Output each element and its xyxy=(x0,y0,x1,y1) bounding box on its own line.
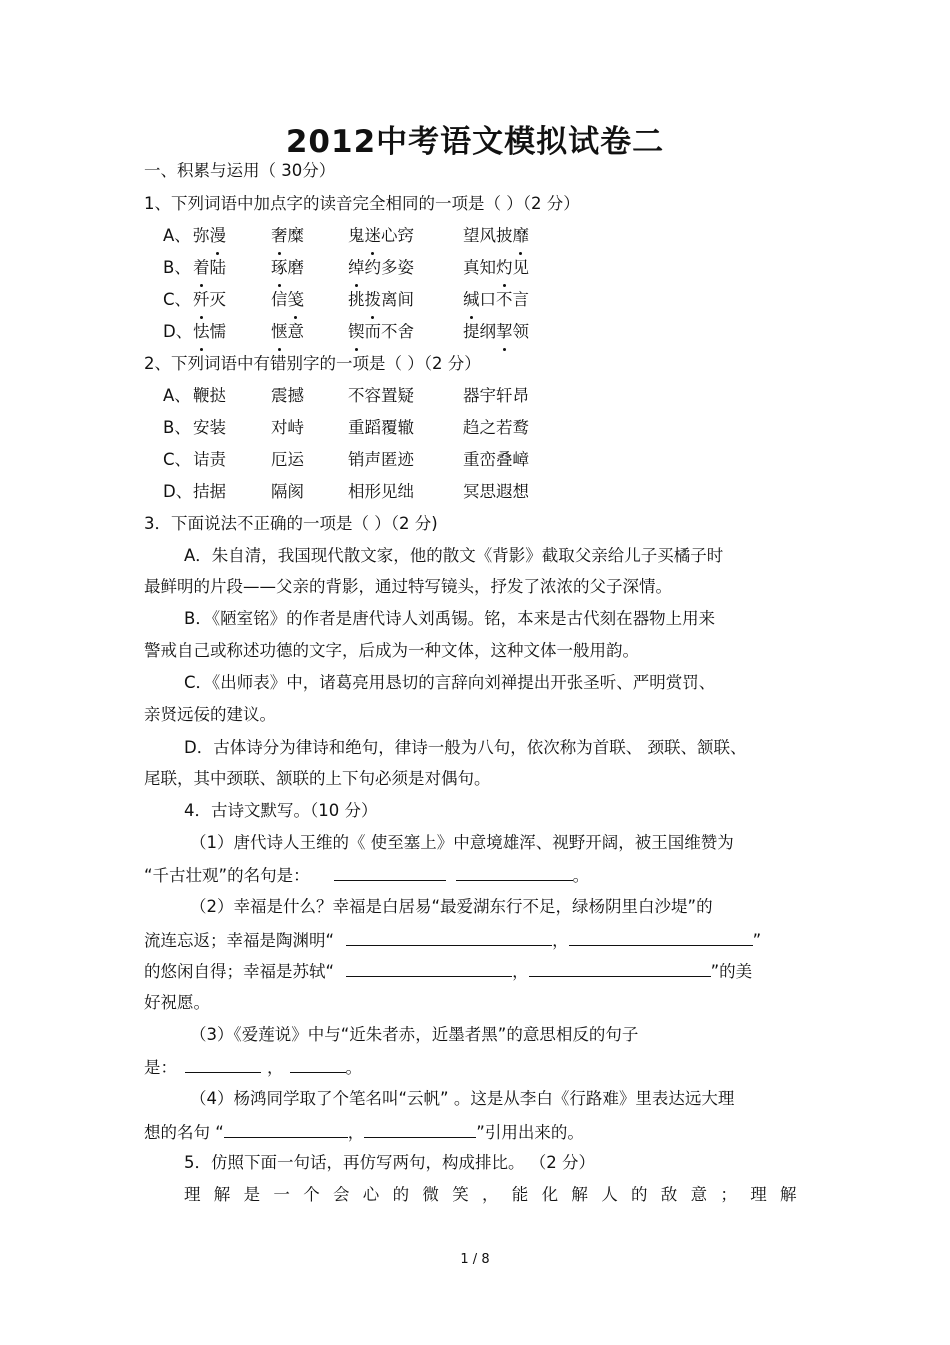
q1-word xyxy=(271,322,304,342)
q3-option-d-line1: D．古体诗分为律诗和绝句，律诗一般为八句，依次称为首联、 颈联、颔联、 xyxy=(184,738,747,757)
q2-word: 拮据 xyxy=(193,482,226,501)
q1-option-label: B、 xyxy=(163,258,191,277)
word-part: 意 xyxy=(287,322,304,341)
word-part: 懦 xyxy=(209,322,226,341)
dotted-character: 灼 xyxy=(496,258,513,277)
dotted-character: 锲 xyxy=(348,322,365,341)
q2-word: 厄运 xyxy=(271,450,304,469)
section-heading: 一、积累与运用（ 30分） xyxy=(144,161,336,180)
q4-part4-line1: （4）杨鸿同学取了个笔名叫“云帆” 。这是从李白《行路难》里表达远大理 xyxy=(190,1089,735,1108)
q1-word xyxy=(348,226,414,246)
comma: ， xyxy=(552,931,569,950)
word-part: 心窍 xyxy=(381,226,414,245)
word-part: 口不言 xyxy=(479,290,529,309)
q4-part2-prompt2: 的悠闲自得；幸福是苏轼“ xyxy=(144,962,335,981)
answer-blank[interactable] xyxy=(346,960,512,977)
period: 。 xyxy=(572,866,590,885)
q3-option-a-line1: A．朱自清，我国现代散文家，他的散文《背影》截取父亲给儿子买橘子时 xyxy=(184,546,724,565)
word-part: 糜 xyxy=(287,226,304,245)
q4-part2-line3 xyxy=(144,960,752,982)
q1-word xyxy=(463,226,529,246)
q4-part3-line2 xyxy=(144,1056,362,1078)
word-part: 见 xyxy=(512,258,529,277)
q1-word xyxy=(348,322,414,342)
q1-word xyxy=(271,226,304,246)
dotted-character: 琢 xyxy=(271,258,288,277)
q4-part1-line1: （1）唐代诗人王维的《 使至塞上》中意境雄浑、视野开阔，被王国维赞为 xyxy=(190,833,734,852)
q4-part3-prompt: 是： xyxy=(144,1058,177,1077)
dotted-character: 歼 xyxy=(193,290,210,309)
q4-part3-line1: （3）《爱莲说》中与“近朱者赤，近墨者黑”的意思相反的句子 xyxy=(190,1025,639,1044)
q2-word: 销声匿迹 xyxy=(348,450,414,469)
word-part: 而不舍 xyxy=(364,322,414,341)
page-number: 1 / 8 xyxy=(460,1252,490,1267)
q1-word xyxy=(348,290,414,310)
dotted-character: 靡 xyxy=(512,226,529,245)
dotted-character: 挈 xyxy=(496,322,513,341)
dotted-character: 笺 xyxy=(287,290,304,309)
quote-close: ” xyxy=(752,931,762,950)
q3-option-d-line2: 尾联，其中颈联、颔联的上下句必须是对偶句。 xyxy=(144,769,491,788)
q3-stem: 3．下面说法不正确的一项是（ ）（2 分) xyxy=(144,514,438,533)
q4-part2-line2 xyxy=(144,929,761,951)
q2-word: 重峦叠嶂 xyxy=(463,450,529,469)
word-part: 磨 xyxy=(287,258,304,277)
q1-word xyxy=(193,290,226,310)
q4-part4-line2 xyxy=(144,1121,584,1143)
q2-option-label: A、 xyxy=(163,386,191,405)
answer-blank[interactable] xyxy=(224,1121,348,1138)
answer-blank[interactable] xyxy=(334,864,390,881)
q4-part4-prompt: 想的名句 “ xyxy=(144,1123,224,1142)
comma: ， xyxy=(267,1058,284,1077)
quote-end: ”的美 xyxy=(710,962,753,981)
q3-option-b-line1: B．《陋室铭》的作者是唐代诗人刘禹锡。铭，本来是古代刻在器物上用来 xyxy=(184,609,716,628)
word-part: 鬼 xyxy=(348,226,365,245)
comma: ， xyxy=(512,962,529,981)
q4-part2-line4: 好祝愿。 xyxy=(144,993,210,1012)
word-part: 望风披 xyxy=(463,226,513,245)
q4-part1-prompt: “千古壮观”的名句是： xyxy=(144,866,310,885)
answer-blank[interactable] xyxy=(456,864,573,881)
q2-option-label: D、 xyxy=(163,482,193,501)
word-part: 挑 xyxy=(348,290,365,309)
q4-stem: 4．古诗文默写。（10 分） xyxy=(184,801,378,820)
q1-word xyxy=(348,258,414,278)
q2-word: 不容置疑 xyxy=(348,386,414,405)
q1-word xyxy=(193,258,226,278)
dotted-character: 缄 xyxy=(463,290,480,309)
q4-part1-line2 xyxy=(144,864,589,886)
dotted-character: 怯 xyxy=(193,322,210,341)
word-part: 离间 xyxy=(381,290,414,309)
q2-word: 相形见绌 xyxy=(348,482,414,501)
q2-word: 对峙 xyxy=(271,418,304,437)
dotted-character: 漫 xyxy=(209,226,226,245)
blank-comma-holder xyxy=(390,864,446,881)
q3-option-b-line2: 警戒自己或称述功德的文字，后成为一种文体，这种文体一般用韵。 xyxy=(144,641,639,660)
q5-stem: 5．仿照下面一句话，再仿写两句，构成排比。 （2 分） xyxy=(184,1153,595,1172)
q4-part2-line1: （2）幸福是什么？幸福是白居易“最爱湖东行不足，绿杨阴里白沙堤”的 xyxy=(190,897,713,916)
answer-blank[interactable] xyxy=(346,929,552,946)
q1-option-label: D、 xyxy=(163,322,193,341)
q4-part2-prompt: 流连忘返；幸福是陶渊明“ xyxy=(144,931,335,950)
q2-word: 冥思遐想 xyxy=(463,482,529,501)
word-part: 弥 xyxy=(193,226,210,245)
q1-word xyxy=(193,322,226,342)
answer-blank[interactable] xyxy=(185,1056,261,1073)
q1-word xyxy=(271,290,304,310)
q1-word xyxy=(463,322,529,342)
q2-word: 震撼 xyxy=(271,386,304,405)
word-part: 真知 xyxy=(463,258,496,277)
word-part: 信 xyxy=(271,290,288,309)
q2-option-label: C、 xyxy=(163,450,192,469)
dotted-character: 拨 xyxy=(364,290,381,309)
q2-word: 安装 xyxy=(193,418,226,437)
answer-blank[interactable] xyxy=(290,1056,346,1073)
word-part: 提纲 xyxy=(463,322,496,341)
q3-option-c-line2: 亲贤远佞的建议。 xyxy=(144,705,276,724)
q3-option-a-line2: 最鲜明的片段——父亲的背影，通过特写镜头，抒发了浓浓的父子深情。 xyxy=(144,577,672,596)
dotted-character: 迷 xyxy=(364,226,381,245)
q1-word xyxy=(463,290,529,310)
quote-end: ”引用出来的。 xyxy=(476,1123,584,1142)
q2-word: 器宇轩昂 xyxy=(463,386,529,405)
dotted-character: 奢 xyxy=(271,226,288,245)
q2-word: 鞭挞 xyxy=(193,386,226,405)
dotted-character: 惬 xyxy=(271,322,288,341)
q1-word xyxy=(463,258,529,278)
word-part: 领 xyxy=(512,322,529,341)
q2-word: 重蹈覆辙 xyxy=(348,418,414,437)
q1-option-label: C、 xyxy=(163,290,192,309)
answer-blank[interactable] xyxy=(364,1121,476,1138)
q5-example-sentence: 理解是一个会心的微笑，能化解人的敌意；理解 xyxy=(184,1185,810,1204)
q2-word: 诘责 xyxy=(193,450,226,469)
q2-stem: 2、下列词语中有错别字的一项是（ ）（2 分） xyxy=(144,354,481,373)
q1-word xyxy=(193,226,226,246)
q1-word xyxy=(271,258,304,278)
answer-blank[interactable] xyxy=(569,929,753,946)
q3-option-c-line1: C．《出师表》中，诸葛亮用恳切的言辞向刘禅提出开张圣听、严明赏罚、 xyxy=(184,673,716,692)
q2-option-label: B、 xyxy=(163,418,191,437)
q1-stem: 1、下列词语中加点字的读音完全相同的一项是（ ）（2 分） xyxy=(144,194,580,213)
comma: ， xyxy=(347,1123,365,1142)
dotted-character: 着 xyxy=(193,258,210,277)
period: 。 xyxy=(345,1058,362,1077)
q2-word: 趋之若鹜 xyxy=(463,418,529,437)
q1-option-label: A、 xyxy=(163,226,191,245)
word-part: 约多姿 xyxy=(364,258,414,277)
word-part: 陆 xyxy=(209,258,226,277)
page-title: 2012中考语文模拟试卷二 xyxy=(285,124,665,160)
dotted-character: 绰 xyxy=(348,258,365,277)
answer-blank[interactable] xyxy=(529,960,711,977)
q2-word: 隔阂 xyxy=(271,482,304,501)
word-part: 灭 xyxy=(209,290,226,309)
